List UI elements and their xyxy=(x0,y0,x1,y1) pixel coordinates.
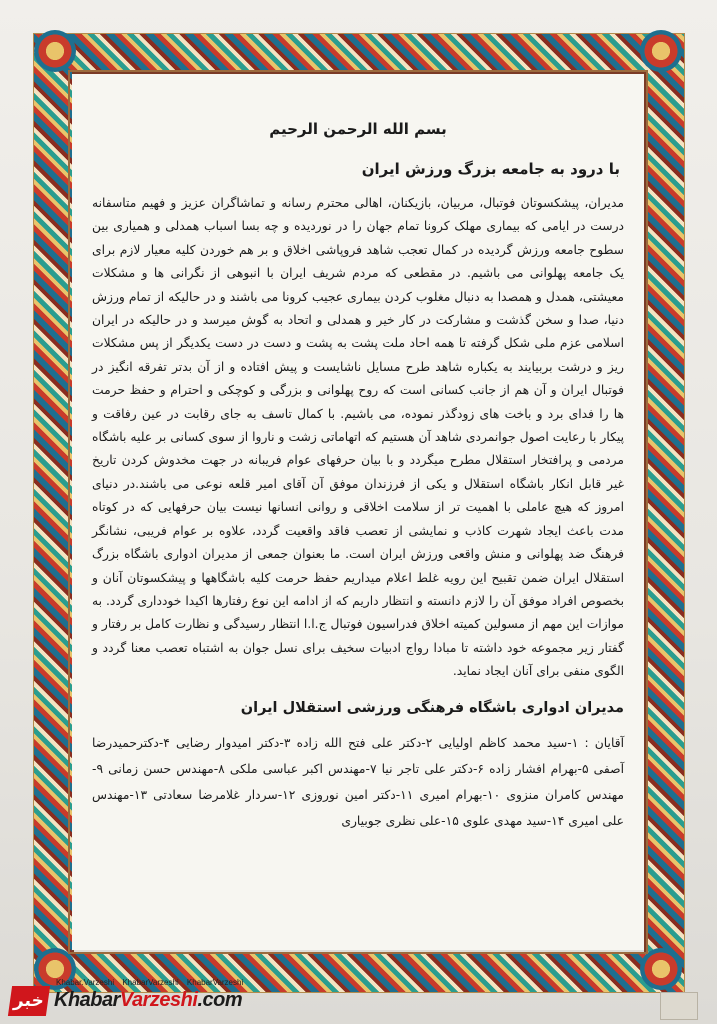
brand-name xyxy=(54,989,242,1012)
corner-ornament-top-right xyxy=(640,30,682,72)
corner-ornament-bottom-right xyxy=(640,948,682,990)
telegram-handle: Khabar.Varzeshi xyxy=(56,978,115,987)
watermark-brand xyxy=(6,978,254,1018)
brand-logo: خبر xyxy=(8,986,50,1016)
brand-name-accent: Varzeshi xyxy=(119,989,198,1011)
letter-content xyxy=(92,120,624,834)
publisher-seal xyxy=(660,992,698,1020)
corner-ornament-top-left xyxy=(34,30,76,72)
greeting-heading: با درود به جامعه بزرگ ورزش ایران xyxy=(361,160,620,178)
letter-body: مدیران، پیشکسوتان فوتبال، مربیان، بازیکنان، اهالی محترم رسانه و تماشاگران عزیز و فهیم متاسفانه درست در ایامی که بیماری مهلک کرونا تمام جهان را در نوردیده و چه بسا اسباب همدلی و همیاری بین سطوح جامعه ورزش گردیده در کمال تعجب شاهد فروپاشی اخلاق و بر هم خوردن کلیه معیار لازم برای یک جامعه پهلوانی می باشیم. در مقطعی که مردم شریف ایران با انبوهی از نگرانی ها و مشکلات معیشتی، همدل و همصدا به دنبال مغلوب کردن بیماری عجیب کرونا می باشند و در حالیکه از تمام ورزش دنیا، صدا و سخن گذشت و مشارکت در کار خیر و همدلی و اتحاد به گوش میرسد و در حالیکه در ایران اسلامی عزم ملی شکل گرفته تا همه احاد ملت پشت به پشت و دست در دست یکدیگر از پس مشکلات ریز و درشت بربیایند به یکباره شاهد طرح مسایل ناشایست و پیش افتاده و از آن بدتر تفرقه انگیز در فوتبال ایران و آن هم از جانب کسانی است که روح پهلوانی و بزرگی و کوچکی و احترام و حفظ حرمت ها را فدای برد و باخت های زودگذر نموده، می باشیم. با کمال تاسف به جای رقابت در عین رفاقت و پیکار با رعایت اصول جوانمردی شاهد آن هستیم که اتهاماتی زشت و ناروا از سوی کسانی بر علیه باشگاه مردمی و پرافتخار استقلال مطرح میگردد و با بیان حرفهای عوام فریبانه در جهت مخدوش کردن تاریخ غیر قابل انکار باشگاه استقلال و یکی از فرزندان موفق آن آقای امیر قلعه نوعی می باشند.در دنیای امروز که هیچ عاملی با اهمیت تر از سلامت اخلاقی و روانی انسانها نیست بیان حرفهایی که در کوتاه مدت باعث ایجاد شهرت کاذب و نمایشی از تعصب فاقد واقعیت گردد، علاوه بر عوام فریبی، نشانگر فرهنگ ضد پهلوانی و منش واقعی ورزش ایران است. ما بعنوان جمعی از مدیران ادواری باشگاه بزرگ استقلال ایران ضمن تقبیح این رویه غلط اعلام میداریم حفظ حرمت کلیه باشگاهها و پیشکسوتان آنان و بخصوص افراد موفق آن را لازم دانسته و انتظار داریم که از ادامه این نوع رفتارها اکیدا خودداری گردد. به موازات این مهم از مسولین کمیته اخلاق فدراسیون فوتبال ج.ا.ا انتظار رسیدگی و نظارت کامل بر رفتار و گفتار زیر مجموعه خود داشته تا مبادا رواج ادبیات سخیف برای نسل جوان به اشتباه تعصب معنا گردد و الگوی منفی برای آنان ایجاد نماید. xyxy=(92,196,624,679)
social-handles xyxy=(56,978,249,987)
brand-name-suffix: .com xyxy=(197,989,243,1011)
bismillah-heading: بسم الله الرحمن الرحیم xyxy=(269,120,447,138)
brand-name-main: Khabar xyxy=(54,989,120,1011)
instagram-handle: KhabarVarzeshi xyxy=(122,978,179,987)
signatory-heading: مدیران ادواری باشگاه فرهنگی ورزشی استقلال ایران xyxy=(240,699,624,716)
twitter-handle: KhabarVarzeshi xyxy=(186,978,244,987)
signatory-list: آقایان : ۱-سید محمد کاظم اولیایی ۲-دکتر علی فتح الله زاده ۳-دکتر امیدوار رضایی ۴-دکترحمیدرضا آصفی ۵-بهرام افشار زاده ۶-دکتر علی تاجر نیا ۷-مهندس اکبر عباسی ملکی ۸-مهندس حسن زمانی ۹-مهندس کامران منزوی ۱۰-بهرام امیری ۱۱-دکتر امین نوروزی ۱۲-سردار غلامرضا سعادتی ۱۳-مهندس علی امیری ۱۴-سید مهدی علوی ۱۵-علی نظری جوبیاری xyxy=(92,735,625,828)
